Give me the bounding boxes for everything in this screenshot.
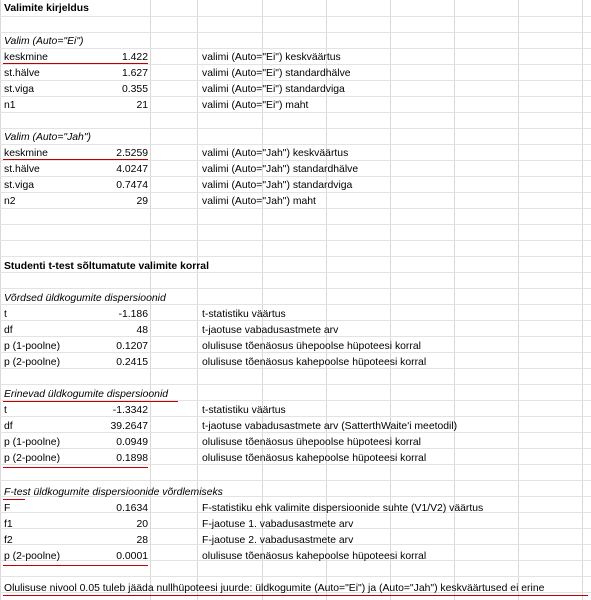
highlight-underline: [3, 565, 148, 566]
row-label: st.viga: [4, 180, 35, 191]
row-description: t-statistiku väärtus: [202, 309, 286, 320]
sheet-row[interactable]: [0, 33, 591, 49]
row-description: valimi (Auto="Ei") standardhälve: [202, 68, 351, 79]
sheet-row[interactable]: [0, 97, 591, 113]
row-description: olulisuse tõenäosus ühepoolse hüpoteesi korral: [202, 437, 421, 448]
row-value: 28: [136, 535, 148, 546]
sheet-row[interactable]: [0, 161, 591, 177]
highlight-underline: [3, 595, 588, 596]
highlight-underline: [3, 467, 148, 468]
row-label: keskmine: [4, 52, 48, 63]
row-description: valimi (Auto="Ei") keskväärtus: [202, 52, 341, 63]
row-label: F: [4, 503, 11, 514]
sheet-row[interactable]: [0, 65, 591, 81]
row-description: t-jaotuse vabadusastmete arv: [202, 325, 339, 336]
sheet-row[interactable]: [0, 0, 591, 16]
subsection-header: Erinevad üldkogumite dispersioonid: [4, 389, 169, 400]
gridline: [0, 480, 591, 481]
row-label: df: [4, 325, 13, 336]
row-label: st.hälve: [4, 164, 40, 175]
row-label: t: [4, 309, 7, 320]
sheet-row[interactable]: [0, 434, 591, 450]
sheet-row[interactable]: [0, 402, 591, 418]
sheet-row[interactable]: [0, 81, 591, 97]
row-value: 21: [136, 100, 148, 111]
gridline: [0, 256, 591, 257]
section-title: Studenti t-test sõltumatute valimite korral: [4, 261, 209, 272]
sheet-row[interactable]: [0, 129, 591, 145]
conclusion-text: Olulisuse nivool 0.05 tuleb jääda nullhüpoteesi juurde: üldkogumite (Auto="Ei") ja (Auto="Jah") keskväärtused ei erine: [4, 583, 545, 594]
sheet-row[interactable]: [0, 290, 591, 306]
row-value: 0.1634: [116, 503, 148, 514]
row-value: 39.2647: [110, 421, 148, 432]
row-description: valimi (Auto="Ei") maht: [202, 100, 309, 111]
row-description: olulisuse tõenäosus kahepoolse hüpoteesi korral: [202, 551, 427, 562]
sheet-row[interactable]: [0, 338, 591, 354]
sheet-row[interactable]: [0, 386, 591, 402]
row-value: 1.627: [121, 68, 148, 79]
subsection-header: Võrdsed üldkogumite dispersioonid: [4, 293, 166, 304]
row-label: f2: [4, 535, 13, 546]
row-label: p (1-poolne): [4, 341, 61, 352]
subsection-header: Valim (Auto="Ei"): [4, 36, 84, 47]
highlight-underline: [3, 159, 148, 160]
row-label: p (2-poolne): [4, 357, 61, 368]
row-value: -1.3342: [112, 405, 148, 416]
row-label: st.hälve: [4, 68, 40, 79]
highlight-underline: [3, 401, 178, 402]
row-value: 0.2415: [116, 357, 148, 368]
row-label: p (2-poolne): [4, 551, 61, 562]
row-description: valimi (Auto="Ei") standardviga: [202, 84, 345, 95]
sheet-row[interactable]: [0, 500, 591, 516]
row-value: 29: [136, 196, 148, 207]
row-label: keskmine: [4, 148, 48, 159]
row-value: 0.1207: [116, 341, 148, 352]
sheet-row[interactable]: [0, 516, 591, 532]
sheet-row[interactable]: [0, 484, 591, 500]
row-value: 4.0247: [116, 164, 148, 175]
gridline: [0, 576, 591, 577]
gridline: [0, 288, 591, 289]
row-description: valimi (Auto="Jah") keskväärtus: [202, 148, 349, 159]
sheet-row[interactable]: [0, 306, 591, 322]
row-value: 0.0001: [116, 551, 148, 562]
sheet-row[interactable]: [0, 418, 591, 434]
row-description: F-statistiku ehk valimite dispersioonide suhte (V1/V2) väärtus: [202, 503, 484, 514]
row-description: olulisuse tõenäosus kahepoolse hüpoteesi korral: [202, 357, 427, 368]
sheet-row[interactable]: [0, 532, 591, 548]
row-label: p (2-poolne): [4, 453, 61, 464]
gridline: [0, 384, 591, 385]
row-description: olulisuse tõenäosus ühepoolse hüpoteesi korral: [202, 341, 421, 352]
row-value: -1.186: [118, 309, 148, 320]
row-label: t: [4, 405, 7, 416]
highlight-underline: [3, 63, 148, 64]
row-label: n2: [4, 196, 16, 207]
sheet-row[interactable]: [0, 354, 591, 370]
gridline: [0, 240, 591, 241]
row-description: F-jaotuse 2. vabadusastmete arv: [202, 535, 354, 546]
row-description: t-statistiku väärtus: [202, 405, 286, 416]
row-description: F-jaotuse 1. vabadusastmete arv: [202, 519, 354, 530]
row-value: 20: [136, 519, 148, 530]
highlight-underline: [3, 499, 25, 500]
gridline: [0, 224, 591, 225]
row-value: 0.355: [121, 84, 148, 95]
row-value: 2.5259: [116, 148, 148, 159]
row-description: valimi (Auto="Jah") standardviga: [202, 180, 353, 191]
row-description: valimi (Auto="Jah") standardhälve: [202, 164, 359, 175]
row-value: 0.0949: [116, 437, 148, 448]
row-description: valimi (Auto="Jah") maht: [202, 196, 316, 207]
sheet-row[interactable]: [0, 258, 591, 274]
sheet-row[interactable]: [0, 450, 591, 466]
row-value: 48: [136, 325, 148, 336]
sheet-row[interactable]: [0, 580, 591, 596]
sheet-row[interactable]: [0, 322, 591, 338]
row-label: f1: [4, 519, 13, 530]
sheet-row[interactable]: [0, 177, 591, 193]
row-value: 0.1898: [116, 453, 148, 464]
section-title: Valimite kirjeldus: [4, 3, 89, 14]
row-value: 1.422: [121, 52, 148, 63]
row-label: st.viga: [4, 84, 35, 95]
row-label: p (1-poolne): [4, 437, 61, 448]
subsection-header: Valim (Auto="Jah"): [4, 132, 91, 143]
gridline: [0, 16, 591, 17]
row-value: 0.7474: [116, 180, 148, 191]
sheet-row[interactable]: [0, 548, 591, 564]
row-label: n1: [4, 100, 16, 111]
row-description: t-jaotuse vabadusastmete arv (SatterthWaite'i meetodil): [202, 421, 458, 432]
sheet-row[interactable]: [0, 193, 591, 209]
subsection-header: F-test üldkogumite dispersioonide võrdlemiseks: [4, 487, 223, 498]
row-description: olulisuse tõenäosus kahepoolse hüpoteesi korral: [202, 453, 427, 464]
row-label: df: [4, 421, 13, 432]
